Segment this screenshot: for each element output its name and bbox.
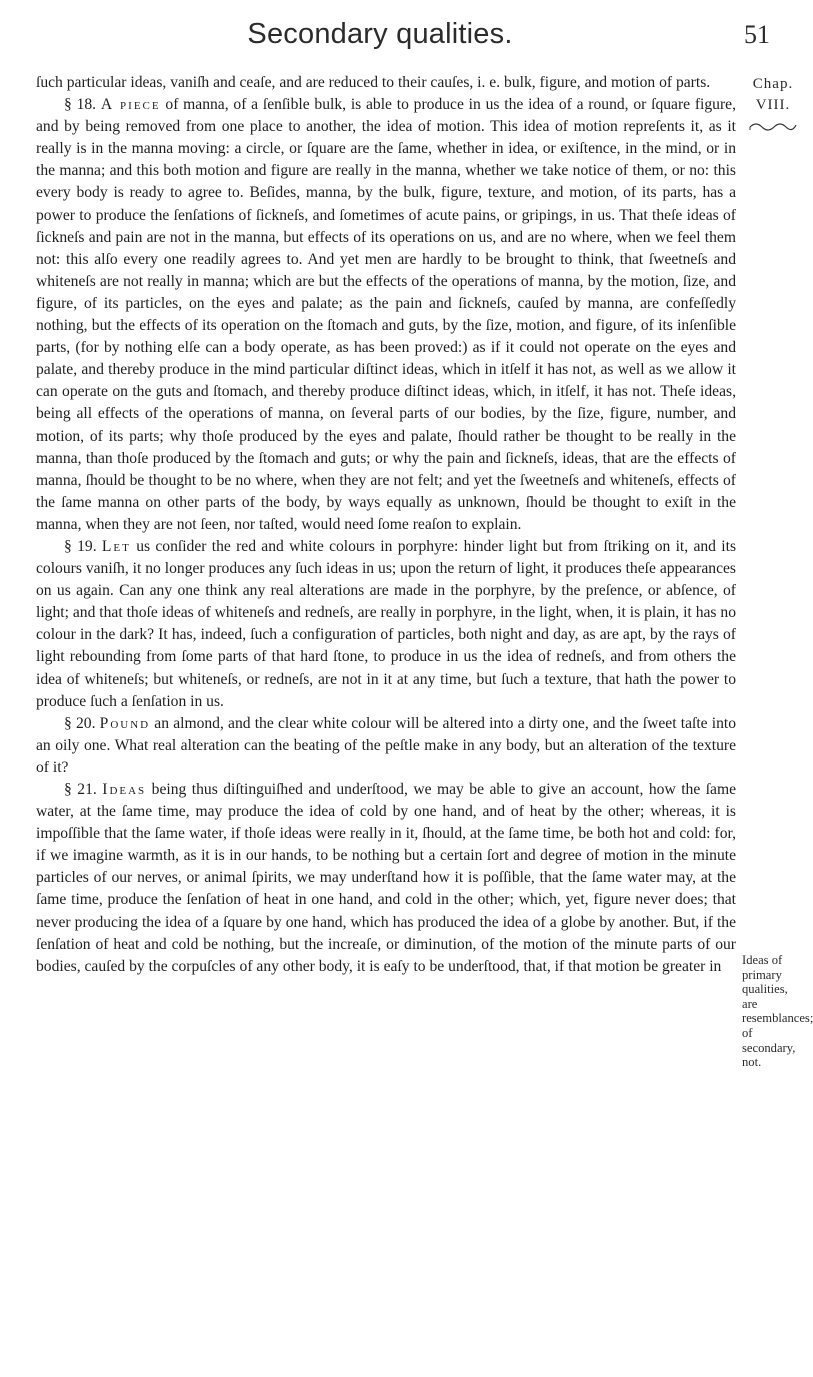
chapter-label: Chap.	[752, 76, 794, 92]
paragraph-text: us conſider the red and white colours in porphyre: hinder light but from ſtriking on it, and its colours vaniſh, it no longer produces any ſuch ideas in us; upon the return of light, it produces theſe appearances on us again. Can any one think any real alterations are made in the porphyre, by the preſence, or abſence, of light; and that thoſe ideas of whiteneſs and redneſs, are really in porphyre, in the light, when, it is plain, it has no colour in the dark? It has, indeed, ſuch a configuration of particles, both night and day, as are apt, by the rays of light rebounding from ſome parts of that hard ſtone, to produce in us the idea of redneſs, and from others the idea of whiteneſs; but whiteneſs, or redneſs, are not in it at any time, but ſuch a texture, that hath the power to produce ſuch a ſenſation in us.	[36, 537, 737, 710]
section-number: § 20.	[64, 714, 96, 732]
body-text	[36, 72, 736, 978]
lead-words: Pound	[99, 714, 151, 732]
side-note: Ideas of primary qualities, are resemblances; of secondary, not.	[742, 953, 813, 1070]
running-title: Secondary qualities.	[247, 18, 513, 50]
paragraph-text: of manna, of a ſenſible bulk, is able to produce in us the idea of a round, or ſquare figure, and by being removed from one place to another, the idea of motion. This idea of motion repreſents it, as it really is in the manna moving: a circle, or ſquare are the ſame, whether in idea, or exiſtence, in the mind, or in the manna; and this both motion and figure are really in the manna, whether we take notice of them, or no: this every body is ready to agree to. Beſides, manna, by the bulk, figure, texture, and motion, of its parts, has a power to produce the ſenſations of ſickneſs, and ſometimes of acute pains, or gripings, in us. That theſe ideas of ſickneſs and pain are not in the manna, but effects of its operations on us, and are no where, when we feel them not: this alſo every one readily agrees to. And yet men are hardly to be brought to think, that ſweetneſs and whiteneſs are not really in manna; which are but the effects of the operations of manna, by the motion, ſize, and figure, of its particles, on the eyes and palate; as the pain and ſickneſs, cauſed by manna, are confeſſedly nothing, but the effects of its operation on the ſtomach and guts, by the ſize, motion, and figure, of its inſenſible parts, (for by nothing elſe can a body operate, as has been proved:) as if it could not operate on the eyes and palate, and thereby produce in the mind particular diſtinct ideas, which in itſelf it has not, as well as we allow it can operate on the guts and ſtomach, and thereby produce diſtinct ideas, which, in itſelf, it has not. Theſe ideas, being all effects of the operations of manna, on ſeveral parts of our bodies, by the ſize, figure, number, and motion, of its parts; why thoſe produced by the eyes and palate, ſhould rather be thought to be really in the manna, than thoſe produced by the ſtomach and guts; or why the pain and ſickneſs, ideas, that are the effects of manna, ſhould be thought to be no where, when they are not felt; and yet the ſweetneſs and whiteneſs, effects of the ſame manna on other parts of the body, by ways equally as unknown, ſhould be thought to exiſt in the manna, when they are not ſeen, nor taſted, would need ſome reaſon to explain.	[36, 96, 736, 533]
paragraph-0	[36, 72, 736, 94]
lead-words: A piece	[100, 96, 161, 114]
section-number: § 19.	[64, 537, 97, 555]
section-number: § 21.	[64, 781, 97, 798]
paragraph-text: an almond, and the clear white colour will be altered into a dirty one, and the ſweet taſte into an oily one. What real alteration can the beating of the peſtle make in any body, but an alteration of the texture of it?	[36, 714, 737, 776]
page-number: 51	[744, 20, 770, 49]
section-number: § 18.	[64, 96, 97, 114]
paragraph-21	[36, 779, 736, 978]
lead-words: Let	[101, 537, 131, 555]
chapter-marker	[748, 74, 798, 116]
paragraph-text: being thus diſtinguiſhed and underſtood, we may be able to give an account, how the ſame water, at the ſame time, may produce the idea of cold by one hand, and of heat by the other; whereas, it is impoſſible that the ſame water, if thoſe ideas were really in it, ſhould, at the ſame time, be both hot and cold: for, if we imagine warmth, as it is in our hands, to be nothing but a certain ſort and degree of motion in the minute particles of our nerves, or animal ſpirits, we may underſtand how it is poſſible, that the ſame water may, at the ſame time, produce the ſenſation of heat in one hand, and cold in the other; which, yet, figure never does; that never producing the idea of a ſquare by one hand, which has produced the idea of a globe by another. But, if the ſenſation of heat and cold be nothing, but the increaſe, or diminution, of the motion of the minute parts of our bodies, cauſed by the corpuſcles of any other body, it is eaſy to be underſtood, that, if that motion be greater in	[36, 781, 737, 975]
paragraph-0-text: ſuch particular ideas, vaniſh and ceaſe, and are reduced to their cauſes, i. e. bulk, figure, and motion of parts.	[36, 74, 711, 91]
wavy-rule-ornament	[748, 119, 798, 133]
chapter-number: VIII.	[755, 97, 791, 113]
paragraph-20	[36, 713, 736, 779]
lead-words: Ideas	[102, 781, 147, 798]
paragraph-19	[36, 536, 736, 713]
page-header	[0, 18, 800, 68]
paragraph-18	[36, 94, 736, 536]
